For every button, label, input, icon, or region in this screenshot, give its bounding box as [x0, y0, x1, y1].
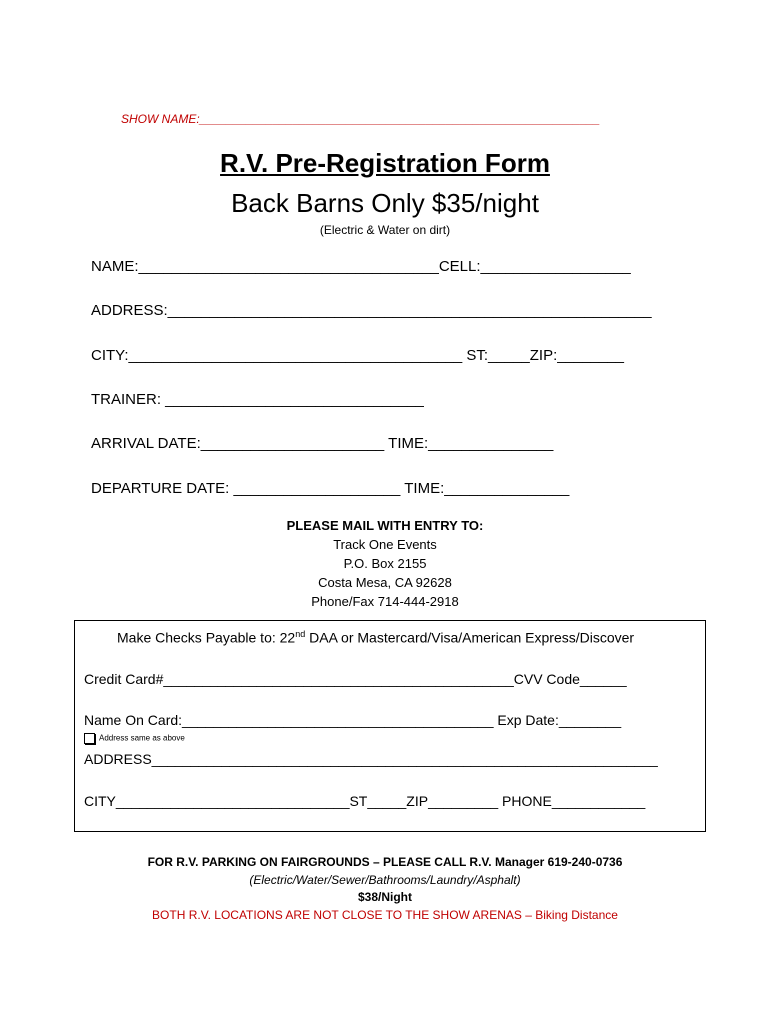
show-name-field[interactable]: SHOW NAME:____________________________________________________________: [121, 112, 601, 126]
departure-date-field[interactable]: DEPARTURE DATE: ____________________ TIME:_______________: [91, 480, 570, 497]
footer-line-3: $38/Night: [357, 890, 412, 904]
footer-line-1: FOR R.V. PARKING ON FAIRGROUNDS – PLEASE CALL R.V. Manager 619-240-0736: [147, 855, 623, 869]
footer-line-4: BOTH R.V. LOCATIONS ARE NOT CLOSE TO THE SHOW ARENAS – Biking Distance: [152, 908, 618, 922]
name-on-card-field[interactable]: Name On Card:________________________________________ Exp Date:________: [84, 712, 622, 728]
mail-line-3: Costa Mesa, CA 92628: [318, 575, 452, 590]
credit-card-field[interactable]: Credit Card#_____________________________________________CVV Code______: [84, 671, 627, 687]
card-city-field[interactable]: CITY______________________________ST_____ZIP_________ PHONE____________: [84, 793, 646, 809]
trainer-field[interactable]: TRAINER: _______________________________: [91, 391, 424, 408]
mail-heading: PLEASE MAIL WITH ENTRY TO:: [286, 518, 484, 533]
city-state-zip-field[interactable]: CITY:________________________________________ ST:_____ZIP:________: [91, 347, 624, 364]
form-title: R.V. Pre-Registration Form: [220, 148, 550, 178]
footer-line-2: (Electric/Water/Sewer/Bathrooms/Laundry/Asphalt): [249, 873, 521, 887]
card-address-field[interactable]: ADDRESS_________________________________________________________________: [84, 751, 658, 767]
mail-line-1: Track One Events: [333, 537, 437, 552]
form-note: (Electric & Water on dirt): [319, 223, 451, 237]
same-address-option[interactable]: Address same as above: [84, 733, 185, 744]
arrival-date-field[interactable]: ARRIVAL DATE:______________________ TIME:_______________: [91, 435, 554, 452]
mail-line-4: Phone/Fax 714-444-2918: [311, 594, 459, 609]
payable-to-text: Make Checks Payable to: 22nd DAA or Mastercard/Visa/American Express/Discover: [117, 629, 635, 646]
checkbox-icon[interactable]: [84, 733, 95, 744]
form-subtitle: Back Barns Only $35/night: [231, 188, 539, 218]
payment-box: [74, 620, 706, 832]
address-field[interactable]: ADDRESS:__________________________________________________________: [91, 302, 652, 319]
name-cell-field[interactable]: NAME:____________________________________CELL:__________________: [91, 258, 631, 275]
mail-line-2: P.O. Box 2155: [343, 556, 427, 571]
